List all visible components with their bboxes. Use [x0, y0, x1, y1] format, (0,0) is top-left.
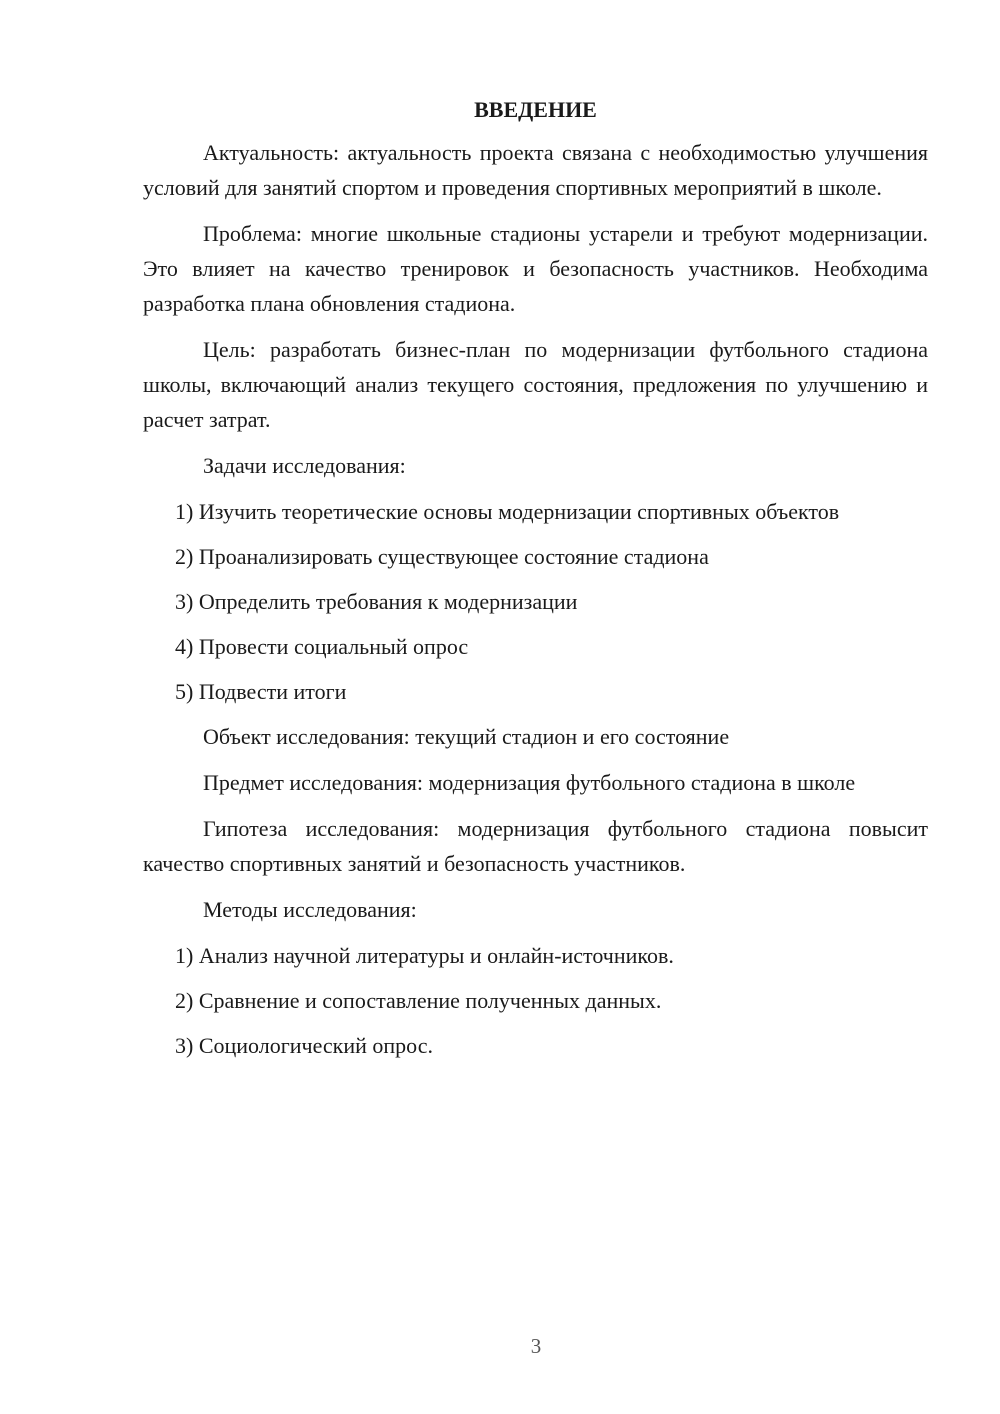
method-item: 1) Анализ научной литературы и онлайн-источников.	[175, 943, 674, 968]
task-item: 4) Провести социальный опрос	[175, 634, 469, 659]
method-item: 3) Социологический опрос.	[175, 1033, 433, 1058]
method-item: 2) Сравнение и сопоставление полученных данных.	[175, 988, 662, 1013]
task-item: 2) Проанализировать существующее состояние стадиона	[175, 544, 709, 569]
hypothesis-paragraph: Гипотеза исследования: модернизация футбольного стадиона повысит качество спортивных занятий и безопасность участников.	[143, 816, 928, 876]
methods-heading: Методы исследования:	[203, 897, 417, 922]
task-item: 3) Определить требования к модернизации	[175, 589, 578, 614]
problem-paragraph: Проблема: многие школьные стадионы устарели и требуют модернизации. Это влияет на качество тренировок и безопасность участников. Необходима разработка плана обновления стадиона.	[143, 221, 928, 316]
object-paragraph: Объект исследования: текущий стадион и его состояние	[203, 724, 730, 749]
tasks-heading: Задачи исследования:	[203, 453, 406, 478]
page-content	[143, 92, 928, 1073]
subject-paragraph: Предмет исследования: модернизация футбольного стадиона в школе	[203, 770, 856, 795]
task-item: 5) Подвести итоги	[175, 679, 347, 704]
goal-paragraph: Цель: разработать бизнес-план по модернизации футбольного стадиона школы, включающий анализ текущего состояния, предложения по улучшению и расчет затрат.	[143, 337, 928, 432]
task-item: 1) Изучить теоретические основы модернизации спортивных объектов	[175, 499, 840, 524]
relevance-paragraph: Актуальность: актуальность проекта связана с необходимостью улучшения условий для занятий спортом и проведения спортивных мероприятий в школе.	[143, 140, 928, 200]
page-number: 3	[530, 1334, 542, 1358]
page-title: ВВЕДЕНИЕ	[474, 97, 597, 122]
